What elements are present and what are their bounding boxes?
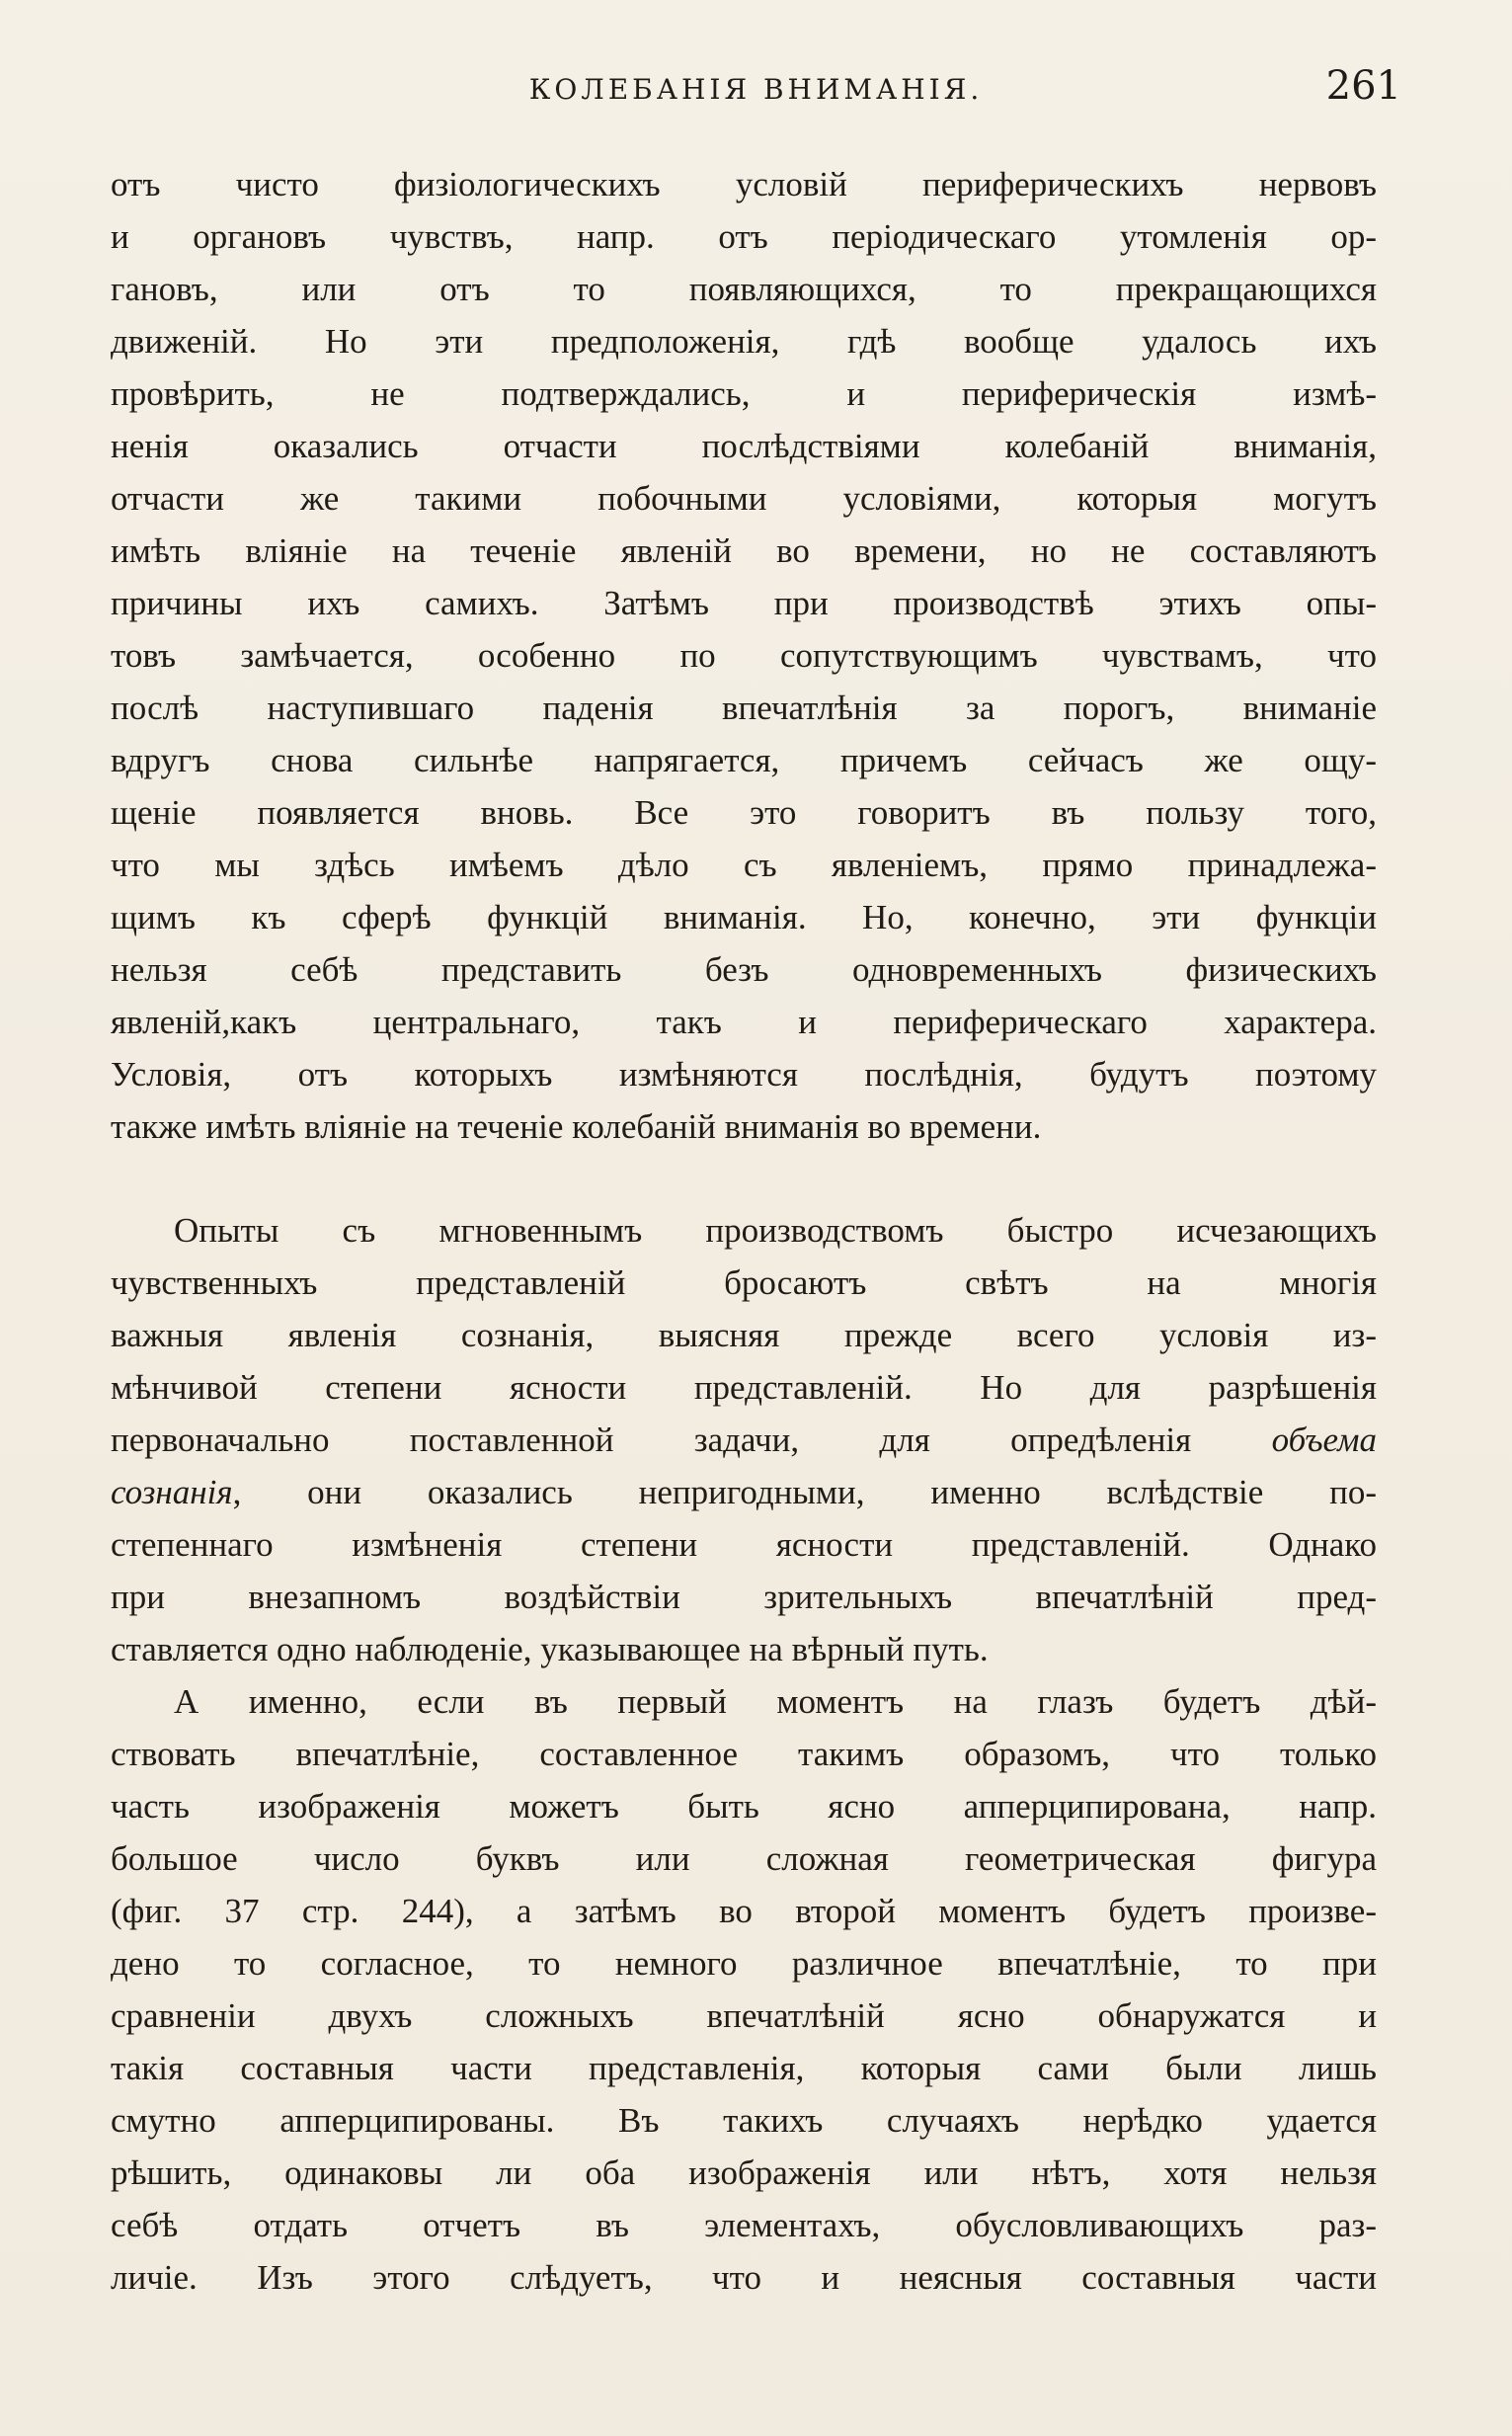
text-line xyxy=(111,1675,1377,1728)
text-line: и органовъ чувствъ, напр. отъ періодическаго утомленія ор- xyxy=(111,217,1377,256)
text-line: ствовать впечатлѣніе, составленное такимъ образомъ, что только xyxy=(111,1735,1377,1773)
text-line: что мы здѣсь имѣемъ дѣло съ явленіемъ, прямо принадлежа- xyxy=(111,846,1377,884)
text-line: (фиг. 37 стр. 244), а затѣмъ во второй моментъ будетъ произве- xyxy=(111,1892,1377,1930)
text-line: такія составныя части представленія, которыя сами были лишь xyxy=(111,2049,1377,2087)
text-line: Условія, отъ которыхъ измѣняются послѣднія, будутъ поэтому xyxy=(111,1055,1377,1094)
text-line-content: Опыты съ мгновеннымъ производствомъ быстро исчезающихъ xyxy=(174,1211,1377,1250)
emphasized-word: объема xyxy=(1271,1421,1377,1459)
text-line xyxy=(111,1414,1377,1466)
text-line xyxy=(111,1466,1377,1518)
text-line: личіе. Изъ этого слѣдуетъ, что и неясныя составныя части xyxy=(111,2258,1377,2297)
text-line: рѣшить, одинаковы ли оба изображенія или нѣтъ, хотя нельзя xyxy=(111,2153,1377,2192)
text-line: мѣнчивой степени ясности представленій. Но для разрѣшенія xyxy=(111,1368,1377,1407)
emphasized-word: сознанія xyxy=(111,1473,233,1511)
text-line: чувственныхъ представленій бросаютъ свѣтъ на многія xyxy=(111,1263,1377,1302)
text-line: отчасти же такими побочными условіями, которыя могутъ xyxy=(111,479,1377,518)
text-line: щимъ къ сферѣ функцій вниманія. Но, конечно, эти функціи xyxy=(111,898,1377,936)
text-line: сравненіи двухъ сложныхъ впечатлѣній ясно обнаружатся и xyxy=(111,1996,1377,2035)
text-line: нельзя себѣ представить безъ одновременныхъ физическихъ xyxy=(111,950,1377,989)
text-line: движеній. Но эти предположенія, гдѣ вообще удалось ихъ xyxy=(111,322,1377,361)
text-line-content: А именно, если въ первый моментъ на глазъ будетъ дѣй- xyxy=(174,1682,1377,1721)
text-line: степеннаго измѣненія степени ясности представленій. Однако xyxy=(111,1525,1377,1564)
text-line: щеніе появляется вновь. Все это говоритъ въ пользу того, xyxy=(111,793,1377,832)
paragraph-3 xyxy=(111,1675,1377,2304)
paragraph-1 xyxy=(111,158,1377,1153)
text-line-content: первоначально поставленной задачи, для опредѣленія xyxy=(111,1421,1192,1459)
page-number: 261 xyxy=(1325,63,1401,109)
running-head xyxy=(111,63,1401,119)
paragraph-2 xyxy=(111,1204,1377,1675)
text-line: гановъ, или отъ то появляющихся, то прекращающихся xyxy=(111,270,1377,308)
text-line: имѣть вліяніе на теченіе явленій во времени, но не составляютъ xyxy=(111,531,1377,570)
text-line: часть изображенія можетъ быть ясно апперципирована, напр. xyxy=(111,1787,1377,1826)
text-line: смутно апперципированы. Въ такихъ случаяхъ нерѣдко удается xyxy=(111,2101,1377,2140)
text-line: важныя явленія сознанія, выясняя прежде всего условія из- xyxy=(111,1316,1377,1354)
text-line: вдругъ снова сильнѣе напрягается, причемъ сейчасъ же ощу- xyxy=(111,741,1377,779)
text-line: большое число буквъ или сложная геометрическая фигура xyxy=(111,1839,1377,1878)
text-line: ненія оказались отчасти послѣдствіями колебаній вниманія, xyxy=(111,427,1377,465)
text-line: причины ихъ самихъ. Затѣмъ при производствѣ этихъ опы- xyxy=(111,584,1377,622)
text-line-content: , они оказались непригодными, именно вслѣдствіе по- xyxy=(232,1473,1377,1511)
text-line xyxy=(111,1204,1377,1257)
text-line: отъ чисто физіологическихъ условій периферическихъ нервовъ xyxy=(111,165,1377,203)
text-line: провѣрить, не подтверждались, и периферическія измѣ- xyxy=(111,374,1377,413)
text-line: ставляется одно наблюденіе, указывающее на вѣрный путь. xyxy=(111,1630,989,1668)
text-line: также имѣть вліяніе на теченіе колебаній вниманія во времени. xyxy=(111,1107,1042,1146)
text-line: при внезапномъ воздѣйствіи зрительныхъ впечатлѣній пред- xyxy=(111,1578,1377,1616)
text-line: дено то согласное, то немного различное впечатлѣніе, то при xyxy=(111,1944,1377,1983)
text-line: себѣ отдать отчетъ въ элементахъ, обусловливающихъ раз- xyxy=(111,2206,1377,2244)
running-title: КОЛЕБАНІЯ ВНИМАНІЯ. xyxy=(528,73,984,106)
text-line: товъ замѣчается, особенно по сопутствующимъ чувствамъ, что xyxy=(111,636,1377,675)
text-line: послѣ наступившаго паденія впечатлѣнія за порогъ, вниманіе xyxy=(111,689,1377,727)
text-line: явленій,какъ центральнаго, такъ и периферическаго характера. xyxy=(111,1003,1377,1041)
body-text xyxy=(111,158,1377,2304)
